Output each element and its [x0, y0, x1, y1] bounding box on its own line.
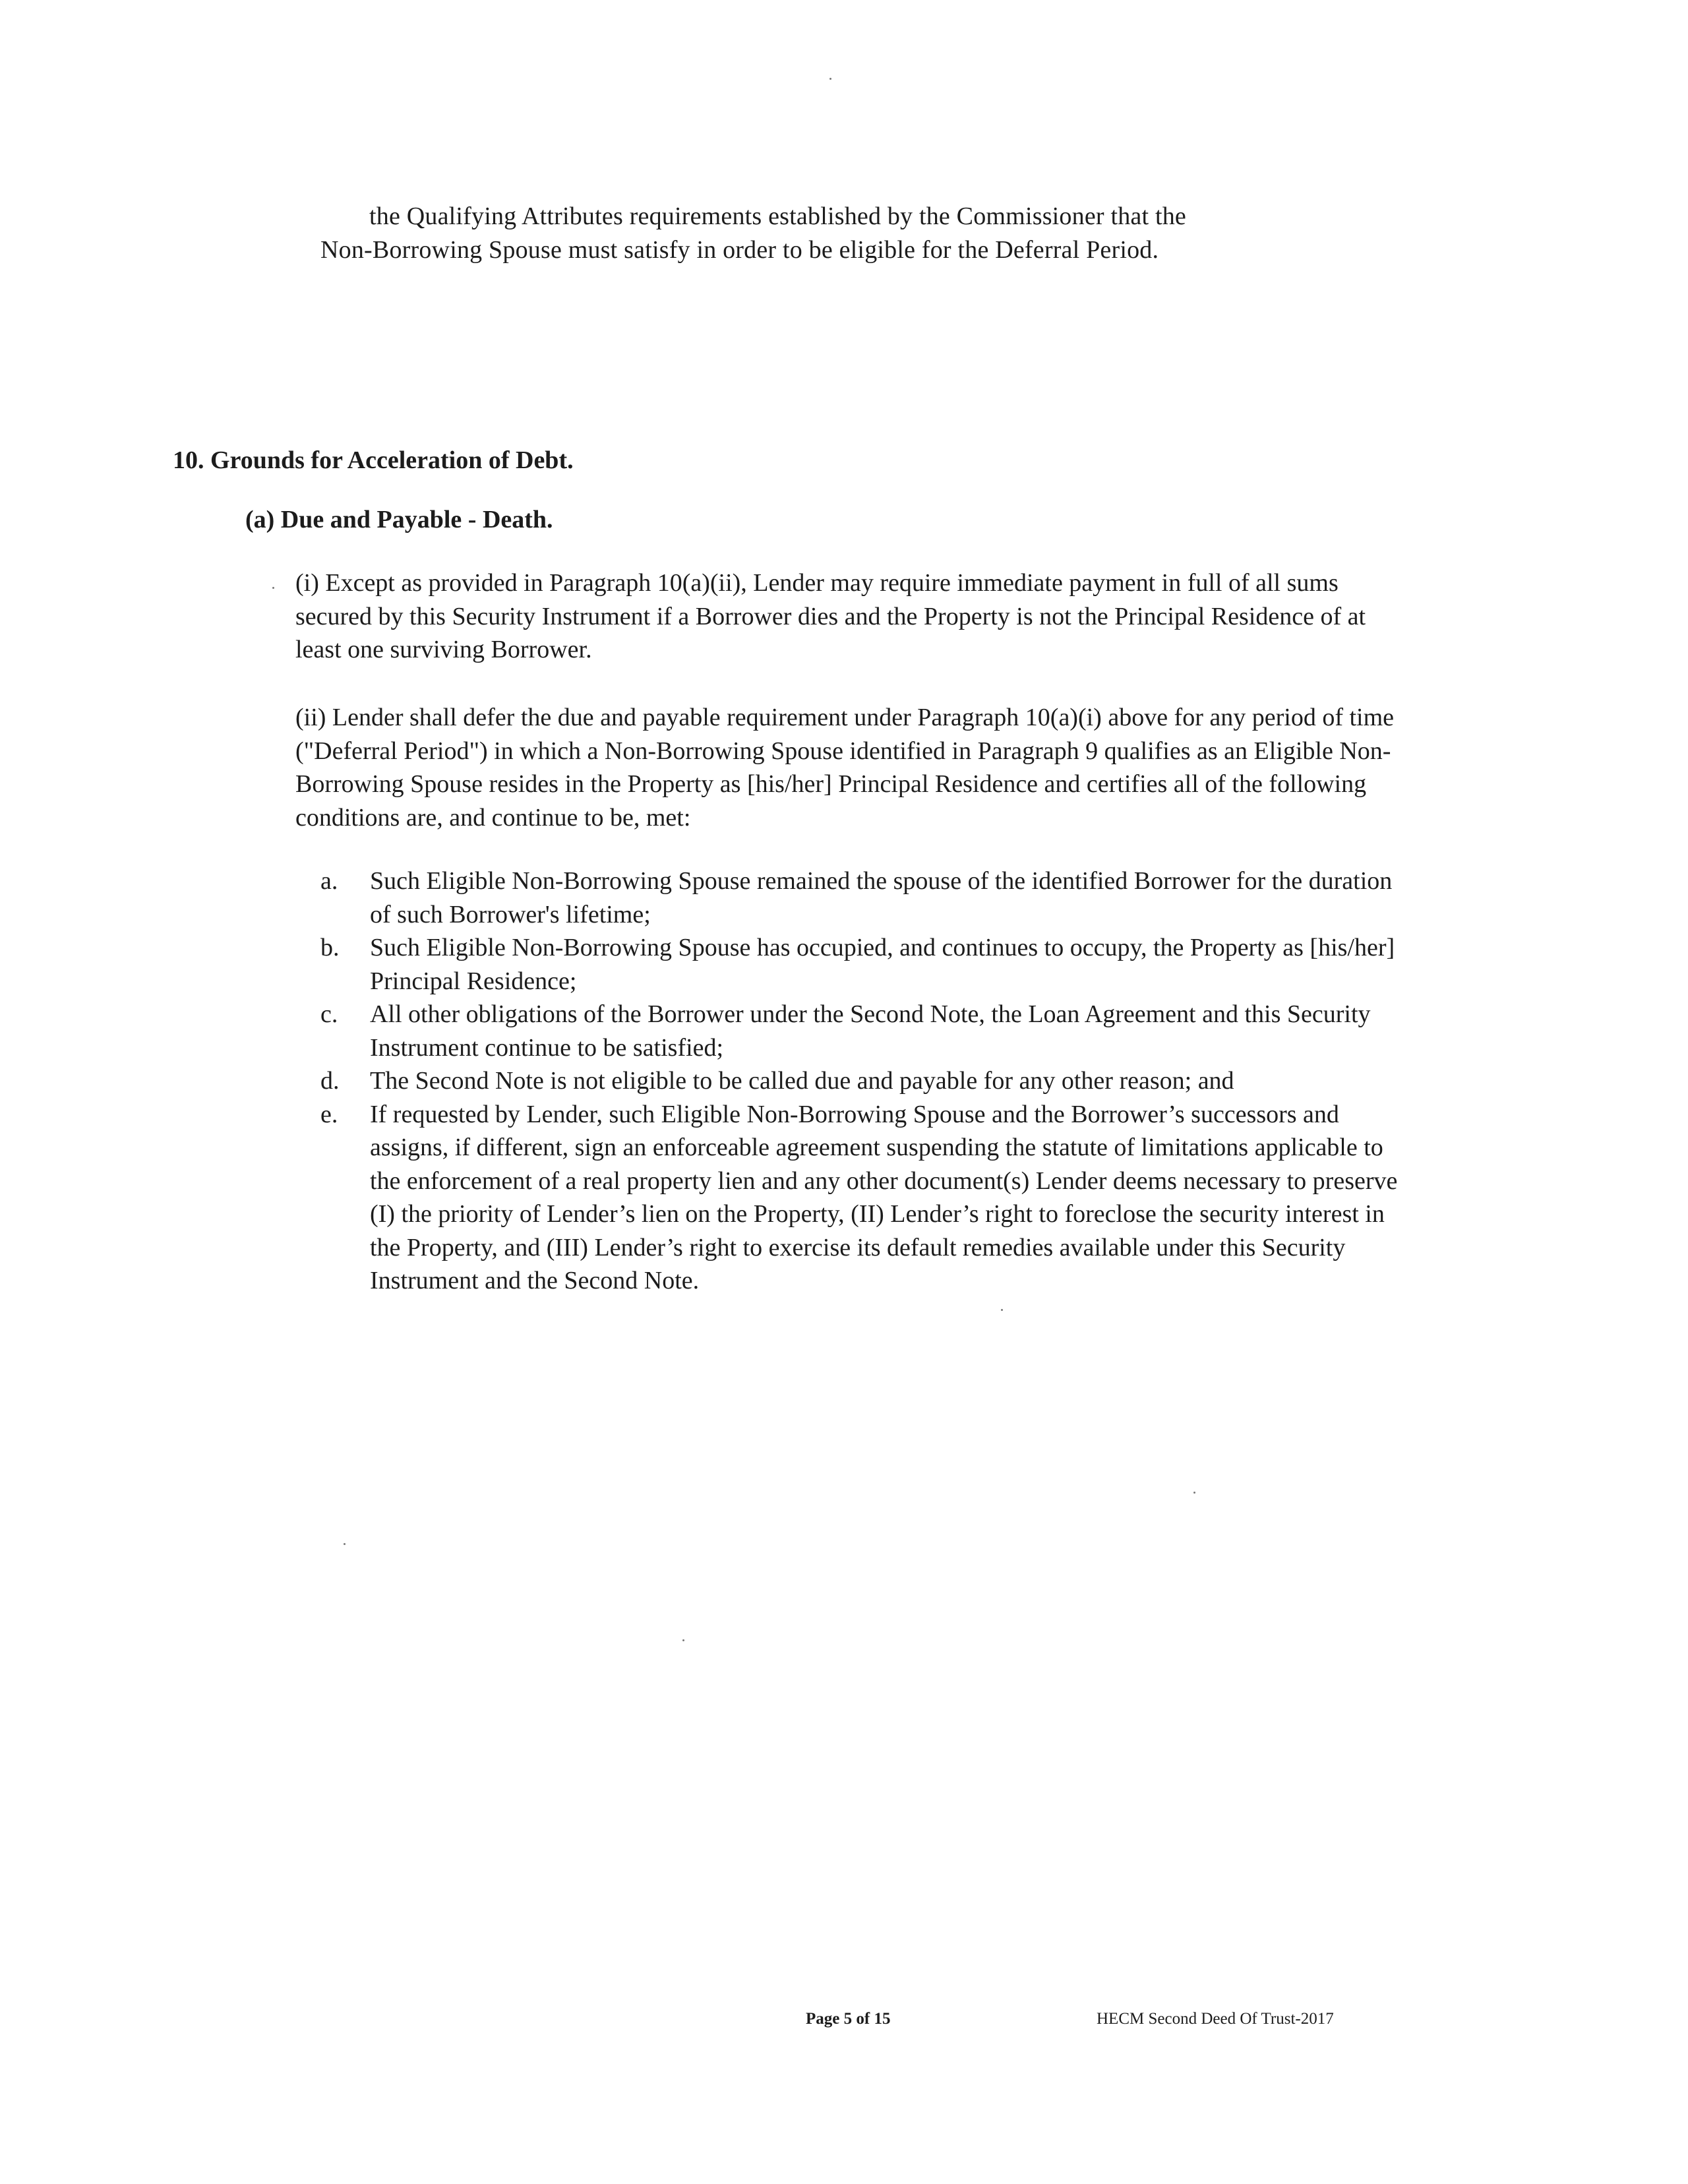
- list-marker: e.: [320, 1100, 338, 1128]
- continuation-line-1: the Qualifying Attributes requirements established by the Commissioner that the: [369, 202, 1186, 230]
- continuation-line-2: Non-Borrowing Spouse must satisfy in order to be eligible for the Deferral Period.: [320, 236, 1159, 264]
- list-item-text: All other obligations of the Borrower under the Second Note, the Loan Agreement and this Security Instrument continue to be satisfied;: [370, 1000, 1371, 1062]
- scan-speck: [1193, 1492, 1195, 1494]
- list-marker: d.: [320, 1067, 340, 1095]
- conditions-list: [320, 864, 1402, 1298]
- scan-speck: [272, 587, 274, 589]
- scan-speck: [344, 1543, 346, 1545]
- list-item: [320, 998, 1402, 1064]
- list-item-text: If requested by Lender, such Eligible Non-Borrowing Spouse and the Borrower’s successors and assigns, if different, sign an enforceable agreement suspending the statute of limitations applicable to the enforcement of a real property lien and any other document(s) Lender deems necessary to preserve (I) the priority of Lender’s lien on the Property, (II) Lender’s right to foreclose the security interest in the Property, and (III) Lender’s right to exercise its default remedies available under this Security Instrument and the Second Note.: [370, 1100, 1398, 1294]
- list-marker: b.: [320, 934, 340, 961]
- document-title-footer: HECM Second Deed Of Trust-2017: [1097, 2010, 1334, 2028]
- list-item: [320, 1098, 1402, 1298]
- list-marker: a.: [320, 867, 338, 895]
- list-item-text: Such Eligible Non-Borrowing Spouse has occupied, and continues to occupy, the Property as [his/her] Principal Residence;: [370, 934, 1395, 995]
- list-item-text: Such Eligible Non-Borrowing Spouse remained the spouse of the identified Borrower for the duration of such Borrower's lifetime;: [370, 867, 1393, 928]
- list-item: [320, 931, 1402, 998]
- paragraph-ii: (ii) Lender shall defer the due and payable requirement under Paragraph 10(a)(i) above for any period of time ("Deferral Period") in which a Non-Borrowing Spouse identified in Paragraph 9 qualifies as an Eligible Non-Borrowing Spouse resides in the Property as [his/her] Principal Residence and certifies all of the following conditions are, and continue to be, met:: [295, 704, 1395, 832]
- list-item-text: The Second Note is not eligible to be called due and payable for any other reason; and: [370, 1067, 1234, 1095]
- scan-speck: [829, 78, 831, 80]
- scan-speck: [682, 1639, 684, 1641]
- scan-speck: [1001, 1309, 1003, 1311]
- subsection-heading: (a) Due and Payable - Death.: [245, 506, 553, 533]
- list-item: [320, 1064, 1402, 1098]
- paragraph-i: (i) Except as provided in Paragraph 10(a)(ii), Lender may require immediate payment in full of all sums secured by this Security Instrument if a Borrower dies and the Property is not the Principal Residence of at least one surviving Borrower.: [295, 569, 1366, 663]
- page-number: Page 5 of 15: [806, 2010, 891, 2028]
- list-item: [320, 864, 1402, 931]
- section-heading: 10. Grounds for Acceleration of Debt.: [173, 446, 574, 474]
- list-marker: c.: [320, 1000, 338, 1028]
